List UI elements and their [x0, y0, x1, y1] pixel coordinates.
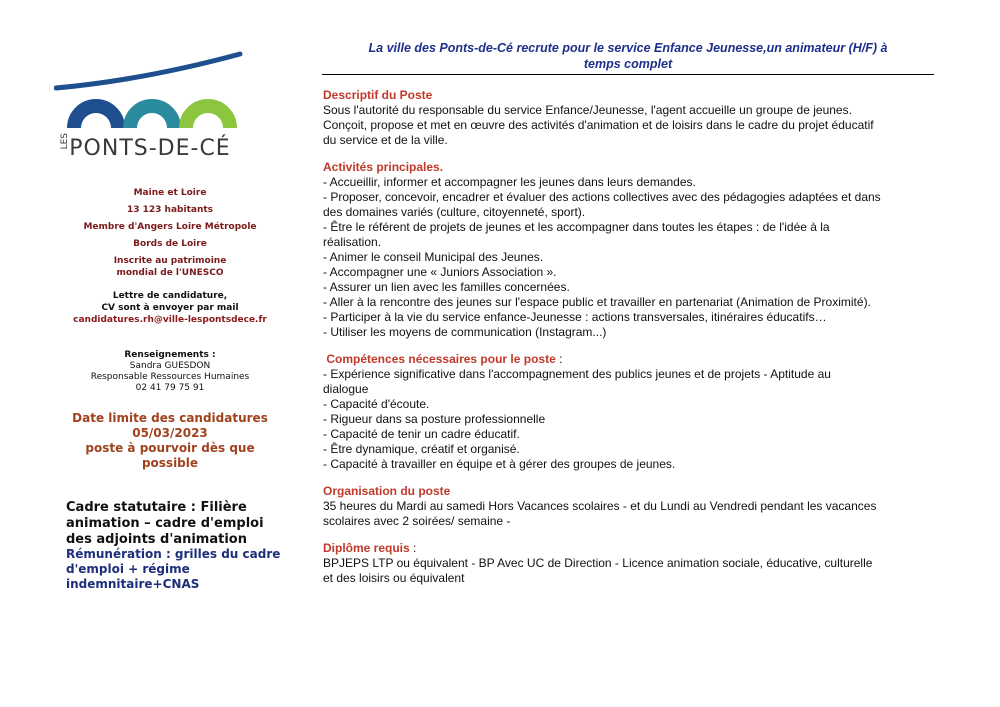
list-item: - Être dynamique, créatif et organisé. — [323, 442, 520, 456]
text-line: scolaires avec 2 soirées/ semaine - — [323, 514, 511, 528]
deadline-note: poste à pourvoir dès que — [85, 441, 255, 455]
contact-phone: 02 41 79 75 91 — [135, 383, 205, 393]
text-line: 35 heures du Mardi au samedi Hors Vacances scolaires - et du Lundi au Vendredi pendant les vacances — [323, 499, 877, 513]
heading-suffix: : — [409, 541, 417, 555]
logo-wordmark: PONTS-DE-CÉ — [69, 136, 231, 161]
text-line: Sous l'autorité du responsable du service Enfance/Jeunesse, l'agent accueille un groupe de jeunes. — [323, 103, 852, 117]
info-line: mondial de l'UNESCO — [116, 268, 224, 278]
section-activites — [323, 160, 935, 340]
logo-les-text: LES — [60, 133, 70, 150]
info-line: Membre d'Angers Loire Métropole — [83, 222, 257, 232]
job-description — [323, 88, 935, 598]
list-item: - Proposer, concevoir, encadrer et évaluer des actions collectives avec des pédagogies adaptées et dans — [323, 190, 881, 204]
list-item: - Animer le conseil Municipal des Jeunes. — [323, 250, 544, 264]
list-item: dialogue — [323, 382, 369, 396]
renseignements-title: Renseignements : — [124, 350, 216, 360]
list-item: - Expérience significative dans l'accompagnement des publics jeunes et de projets - Aptitude au — [323, 367, 831, 381]
title-line: temps complet — [583, 57, 673, 71]
diploma-rest: Licence animation sociale, éducative, culturelle — [618, 556, 873, 570]
text-line — [323, 556, 935, 571]
info-line: Bords de Loire — [133, 239, 207, 249]
list-item: réalisation. — [323, 235, 382, 249]
statut-block — [66, 500, 296, 548]
list-item: - Participer à la vie du service enfance-Jeunesse : actions transversales, itinéraires éducatifs… — [323, 310, 827, 324]
page-title — [322, 40, 934, 75]
contact-block — [52, 290, 288, 326]
info-line: 13 123 habitants — [126, 205, 214, 215]
section-heading-row — [323, 352, 935, 367]
list-item: - Assurer un lien avec les familles concernées. — [323, 280, 570, 294]
list-item: - Accueillir, informer et accompagner les jeunes dans leurs demandes. — [323, 175, 696, 189]
list-item: - Aller à la rencontre des jeunes sur l'espace public et travailler en partenariat (Animation de Proximité). — [323, 295, 871, 309]
section-heading: Organisation du poste — [323, 484, 451, 498]
remuneration-line: Rémunération : grilles du cadre — [66, 547, 281, 561]
contact-line: CV sont à envoyer par mail — [101, 303, 239, 313]
sidebar — [52, 50, 288, 591]
section-heading: Activités principales. — [323, 160, 444, 174]
list-item: - Rigueur dans sa posture professionnelle — [323, 412, 546, 426]
list-item: - Capacité de tenir un cadre éducatif. — [323, 427, 520, 441]
contact-email-link[interactable]: candidatures.rh@ville-lespontsdece.fr — [73, 315, 267, 325]
remuneration-block — [66, 547, 296, 592]
remuneration-line: d'emploi + régime — [66, 562, 190, 576]
list-item: - Capacité à travailler en équipe et à gérer des groupes de jeunes. — [323, 457, 676, 471]
list-item: - Capacité d'écoute. — [323, 397, 430, 411]
list-item: des domaines variés (culture, citoyenneté, sport). — [323, 205, 586, 219]
deadline-note: possible — [141, 456, 199, 470]
section-organisation — [323, 484, 935, 529]
info-line: Maine et Loire — [133, 188, 207, 198]
section-diplome — [323, 541, 935, 586]
remuneration-line: indemnitaire+CNAS — [66, 577, 200, 591]
heading-suffix: : — [555, 352, 563, 366]
city-info — [52, 187, 288, 279]
contact-line: Lettre de candidature, — [112, 291, 228, 301]
contact-role: Responsable Ressources Humaines — [90, 372, 250, 382]
statut-line: des adjoints d'animation — [66, 532, 247, 547]
diploma-bold: BPJEPS LTP ou équivalent - BP Avec UC de Direction - — [323, 556, 619, 570]
list-item: - Accompagner une « Juniors Association ». — [323, 265, 557, 279]
statut-line: Cadre statutaire : Filière — [66, 500, 247, 515]
contact-name: Sandra GUESDON — [129, 361, 211, 371]
logo-arches-icon — [54, 50, 244, 140]
text-line: Conçoit, propose et met en œuvre des activités d'animation et de loisirs dans le cadre du projet éducatif — [323, 118, 874, 132]
section-competences — [323, 352, 935, 472]
title-line: La ville des Ponts-de-Cé recrute pour le service Enfance Jeunesse,un animateur (H/F) à — [368, 41, 888, 55]
deadline-label: Date limite des candidatures — [72, 411, 268, 425]
city-logo — [54, 50, 244, 168]
section-descriptif — [323, 88, 935, 148]
renseignements-block — [52, 350, 288, 394]
section-heading: Descriptif du Poste — [323, 88, 433, 102]
list-item: - Utiliser les moyens de communication (Instagram...) — [323, 325, 607, 339]
statut-line: animation – cadre d'emploi — [66, 516, 264, 531]
deadline-block — [52, 411, 288, 471]
text-line: du service et de la ville. — [323, 133, 448, 147]
info-line: Inscrite au patrimoine — [113, 256, 227, 266]
deadline-date: 05/03/2023 — [132, 426, 208, 440]
list-item: - Être le référent de projets de jeunes et les accompagner dans toutes les étapes : de l'idée à la — [323, 220, 830, 234]
text-line: et des loisirs ou équivalent — [323, 571, 465, 585]
section-heading: Diplôme requis — [323, 541, 410, 555]
section-heading-row — [323, 541, 935, 556]
section-heading: Compétences nécessaires pour le poste — [326, 352, 556, 366]
